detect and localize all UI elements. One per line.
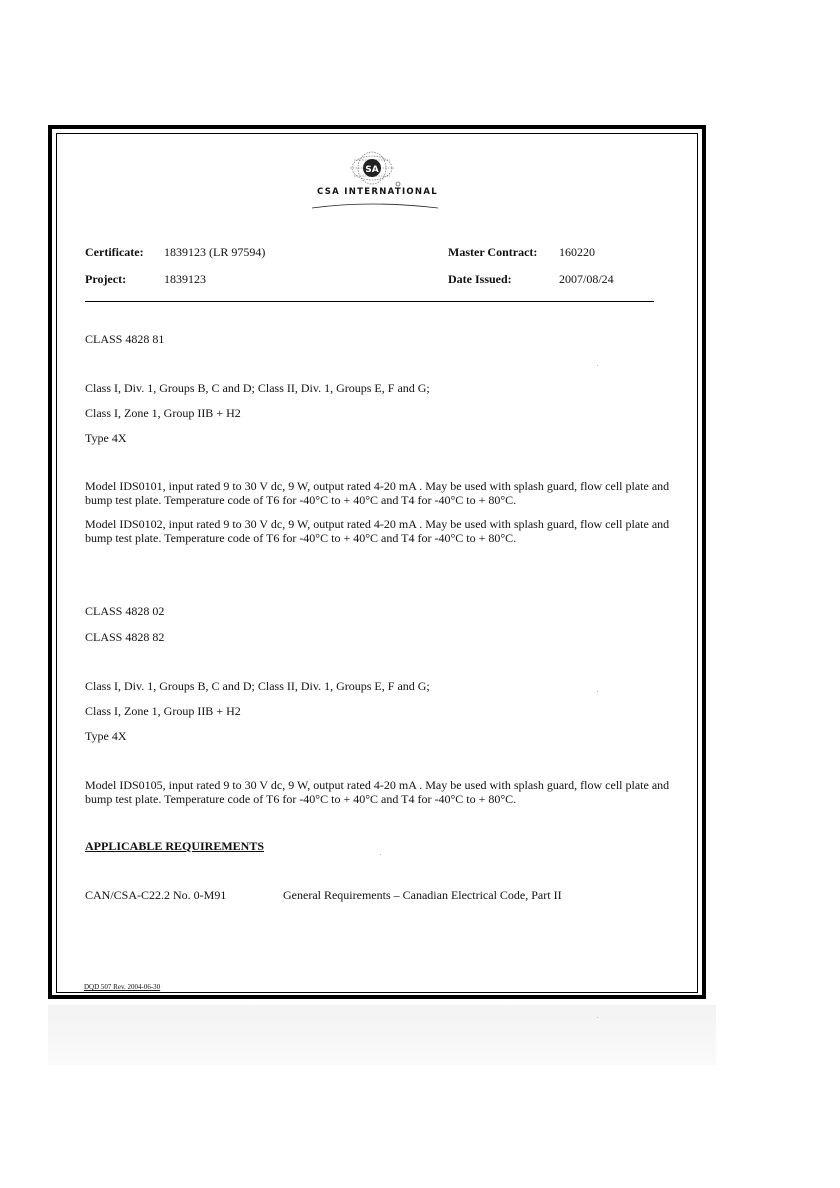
project-label: Project: (85, 272, 127, 286)
hazardous-groups: Class I, Div. 1, Groups B, C and D; Class II, Div. 1, Groups E, F and G; (85, 679, 430, 693)
certificate-label: Certificate: (85, 245, 144, 259)
zone-rating: Class I, Zone 1, Group IIB + H2 (85, 406, 241, 420)
applicable-requirements-heading: APPLICABLE REQUIREMENTS (85, 839, 265, 853)
model-description: Model IDS0105, input rated 9 to 30 V dc, 9 W, output rated 4-20 mA . May be used with splash guard, flow cell plate and bump test plate. Temperature code of T6 for -40°C to + 40°C and T4 for -40°C to + 80°C. (85, 778, 670, 806)
hazardous-groups: Class I, Div. 1, Groups B, C and D; Class II, Div. 1, Groups E, F and G; (85, 381, 430, 395)
csa-logo (310, 150, 445, 220)
form-code: DQD 507 Rev. 2004-06-30 (84, 983, 161, 991)
scan-shadow (48, 1005, 716, 1065)
master-contract-value: 160220 (559, 245, 595, 259)
date-issued-label: Date Issued: (448, 272, 512, 286)
scan-speck (597, 691, 598, 692)
model-description: Model IDS0101, input rated 9 to 30 V dc, 9 W, output rated 4-20 mA . May be used with splash guard, flow cell plate and bump test plate. Temperature code of T6 for -40°C to + 40°C and T4 for -40°C to + 80°C. (85, 479, 670, 507)
certificate-value: 1839123 (LR 97594) (164, 245, 266, 259)
class-line: CLASS 4828 82 (85, 630, 165, 644)
enclosure-type: Type 4X (85, 729, 127, 743)
zone-rating: Class I, Zone 1, Group IIB + H2 (85, 704, 241, 718)
date-issued-value: 2007/08/24 (559, 272, 614, 286)
master-contract-label: Master Contract: (448, 245, 538, 259)
standard-number: CAN/CSA-C22.2 No. 0-M91 (85, 888, 227, 902)
model-description: Model IDS0102, input rated 9 to 30 V dc, 9 W, output rated 4-20 mA . May be used with splash guard, flow cell plate and bump test plate. Temperature code of T6 for -40°C to + 40°C and T4 for -40°C to + 80°C. (85, 517, 670, 545)
scan-speck (597, 365, 598, 366)
scan-speck (597, 1017, 598, 1018)
logo-caption: CSA INTERNATIONAL (317, 187, 438, 197)
standard-description: General Requirements – Canadian Electrical Code, Part II (283, 888, 562, 902)
enclosure-type: Type 4X (85, 431, 127, 445)
csa-seal-icon (310, 150, 445, 220)
svg-text:SA: SA (365, 165, 379, 175)
project-value: 1839123 (164, 272, 206, 286)
scan-speck (380, 854, 381, 855)
header-divider (85, 301, 654, 302)
class-line: CLASS 4828 81 (85, 332, 165, 346)
class-line: CLASS 4828 02 (85, 604, 165, 618)
certificate-inner-border (56, 133, 698, 993)
